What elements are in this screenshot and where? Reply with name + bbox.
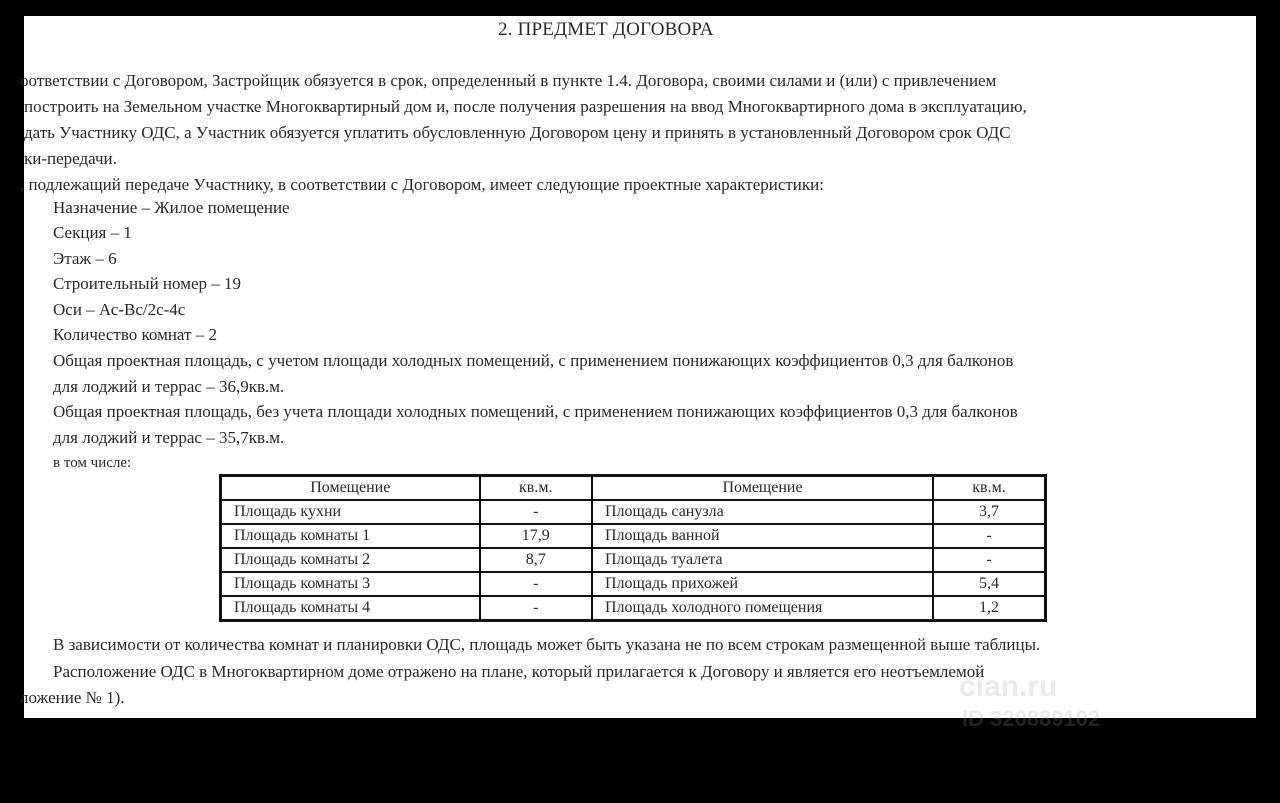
table-header-row: [221, 476, 1046, 501]
characteristic-axes: Оси – Ас-Вс/2с-4с: [53, 300, 186, 319]
table-row: [221, 596, 1046, 621]
characteristic-area-without-cold: Общая проектная площадь, без учета площади холодных помещений, с применением понижающих коэффициентов 0,3 для балконов: [53, 402, 1018, 421]
room-area-cell: -: [480, 572, 592, 596]
section-title: 2. ПРЕДМЕТ ДОГОВОРА: [498, 19, 714, 40]
room-name-cell: Площадь ванной: [592, 524, 933, 548]
room-name-cell: Площадь комнаты 1: [221, 524, 480, 548]
room-area-cell: 3,7: [933, 500, 1045, 524]
paragraph-line: ки-передачи.: [24, 149, 117, 168]
watermark-logo: cian.ru: [959, 670, 1058, 703]
watermark-id: ID 320889102: [962, 706, 1101, 731]
room-name-cell: Площадь санузла: [592, 500, 933, 524]
characteristic-purpose: Назначение – Жилое помещение: [53, 198, 290, 217]
room-area-cell: -: [480, 500, 592, 524]
room-name-cell: Площадь комнаты 4: [221, 596, 480, 621]
paragraph-line: дать Участнику ОДС, а Участник обязуется уплатить обусловленную Договором цену и принять в установленный Договором срок ОДС: [24, 123, 1011, 142]
characteristic-area-without-cold-cont: для лоджий и террас – 35,7кв.м.: [53, 428, 285, 447]
room-area-cell: 1,2: [933, 596, 1045, 621]
table-header-cell: кв.м.: [480, 476, 592, 501]
rooms-area-table: [219, 474, 1047, 622]
room-area-cell: -: [933, 548, 1045, 572]
room-area-cell: 17,9: [480, 524, 592, 548]
paragraph-line: , подлежащий передаче Участнику, в соответствии с Договором, имеет следующие проектные характеристики:: [20, 175, 824, 194]
room-name-cell: Площадь комнаты 2: [221, 548, 480, 572]
room-name-cell: Площадь туалета: [592, 548, 933, 572]
room-area-cell: -: [933, 524, 1045, 548]
including-label: в том числе:: [53, 455, 132, 471]
paragraph-line: построить на Земельном участке Многоквартирный дом и, после получения разрешения на ввод Многоквартирного дома в эксплуатацию,: [24, 97, 1027, 116]
room-area-cell: -: [480, 596, 592, 621]
table-header-cell: Помещение: [592, 476, 933, 501]
table-header-cell: Помещение: [221, 476, 480, 501]
room-name-cell: Площадь прихожей: [592, 572, 933, 596]
characteristic-section: Секция – 1: [53, 223, 132, 242]
table-header-cell: кв.м.: [933, 476, 1045, 501]
paragraph-line: Расположение ОДС в Многоквартирном доме отражено на плане, который прилагается к Договору и является его неотъемлемой: [53, 662, 985, 681]
paragraph-line: оответствии с Договором, Застройщик обязуется в срок, определенный в пункте 1.4. Договора, своими силами и (или) с привлечением: [20, 71, 997, 90]
table-row: [221, 572, 1046, 596]
room-area-cell: 5,4: [933, 572, 1045, 596]
room-name-cell: Площадь холодного помещения: [592, 596, 933, 621]
characteristic-rooms-count: Количество комнат – 2: [53, 325, 217, 344]
table-row: [221, 524, 1046, 548]
characteristic-area-with-cold: Общая проектная площадь, с учетом площади холодных помещений, с применением понижающих коэффициентов 0,3 для балконов: [53, 351, 1014, 370]
characteristic-building-number: Строительный номер – 19: [53, 274, 242, 293]
document-page: [20, 16, 1256, 731]
characteristic-area-with-cold-cont: для лоджий и террас – 36,9кв.м.: [53, 377, 285, 396]
table-row: [221, 500, 1046, 524]
table-row: [221, 548, 1046, 572]
paragraph-line: В зависимости от количества комнат и планировки ОДС, площадь может быть указана не по всем строкам размещенной выше таблицы.: [53, 635, 1041, 654]
characteristic-floor: Этаж – 6: [53, 249, 117, 268]
room-area-cell: 8,7: [480, 548, 592, 572]
paragraph-line: ложение № 1).: [20, 688, 125, 707]
room-name-cell: Площадь кухни: [221, 500, 480, 524]
room-name-cell: Площадь комнаты 3: [221, 572, 480, 596]
